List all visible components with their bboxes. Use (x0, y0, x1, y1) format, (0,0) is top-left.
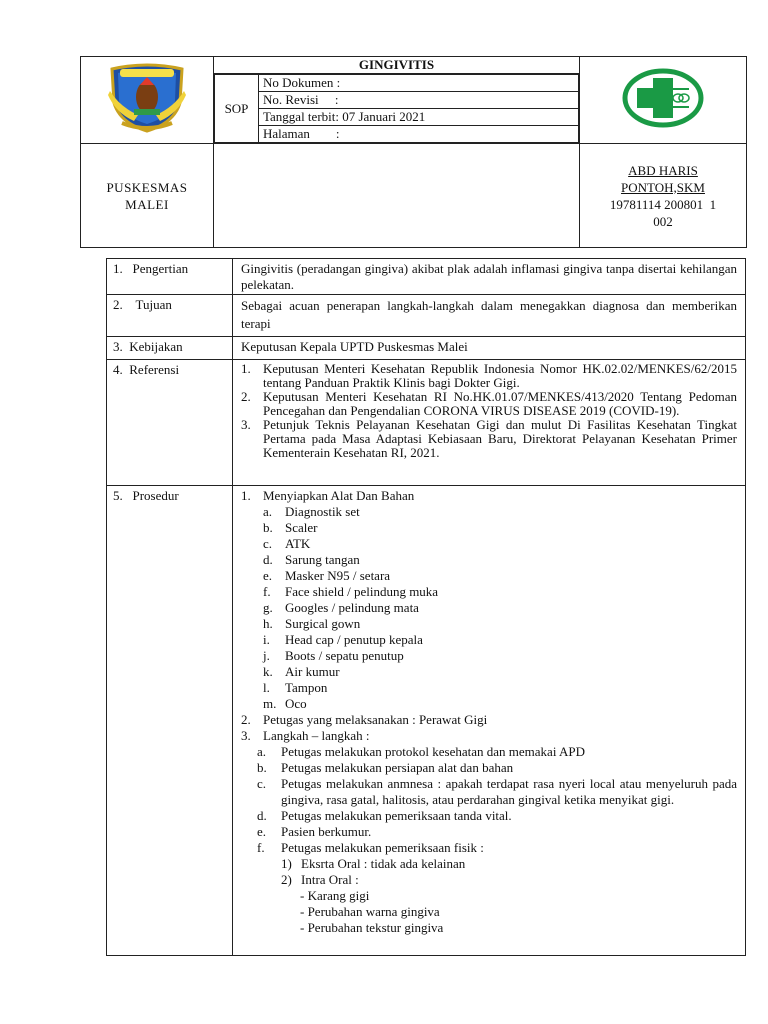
regency-logo-cell (81, 57, 214, 144)
field-no-revisi: No. Revisi : (259, 92, 579, 109)
signer-name-line2: PONTOH,SKM (621, 179, 705, 195)
langkah-list (241, 744, 737, 856)
document-fields (214, 74, 579, 143)
list-item: 3. Langkah – langkah : (241, 728, 370, 743)
document-info-cell (214, 57, 580, 144)
label-prosedur: 5. Prosedur (107, 486, 233, 956)
list-item: - Karang gigi (300, 888, 370, 903)
field-no-dokumen: No Dokumen : (259, 75, 579, 92)
label-kebijakan: 3. Kebijakan (107, 337, 233, 360)
pemeriksaan-fisik-list (241, 856, 737, 888)
label-pengertian: 1. Pengertian (107, 259, 233, 295)
list-item: 3. Petunjuk Teknis Pelayanan Kesehatan Gigi dan mulut Di Fasilitas Kesehatan Tingkat Pertama pada Masa Adaptasi Kebiasaan Baru, Direktorat Pelayanan Kesehatan Primer Kementerain Kesehatan RI, 2021. (241, 417, 737, 460)
list-item: b. Scaler (263, 520, 318, 535)
row-kebijakan (107, 337, 746, 360)
text-kebijakan: Keputusan Kepala UPTD Puskesmas Malei (233, 337, 746, 360)
puskesmas-green-cross-logo (622, 68, 704, 128)
sop-label: SOP (215, 75, 259, 143)
prosedur-step1 (241, 488, 737, 504)
field-tanggal-terbit: Tanggal terbit: 07 Januari 2021 (259, 109, 579, 126)
list-item: j. Boots / sepatu penutup (263, 648, 404, 663)
list-item: f. Face shield / pelindung muka (263, 584, 439, 599)
list-item: e. Pasien berkumur. (257, 824, 372, 839)
prosedur-steps-2-3 (241, 712, 737, 744)
referensi-cell (233, 360, 746, 486)
list-item: 1. Menyiapkan Alat Dan Bahan (241, 488, 415, 503)
list-item: d. Petugas melakukan pemeriksaan tanda vital. (257, 808, 512, 823)
list-item: - Perubahan tekstur gingiva (300, 920, 444, 935)
blank-center-cell (214, 144, 580, 248)
row-referensi (107, 360, 746, 486)
list-item: 2. Petugas yang melaksanakan : Perawat Gigi (241, 712, 488, 727)
intra-oral-list (241, 888, 737, 936)
list-item: a. Petugas melakukan protokol kesehatan dan memakai APD (257, 744, 585, 759)
organization-name-line2: MALEI (125, 196, 169, 212)
alat-bahan-list (241, 504, 737, 712)
row-prosedur (107, 486, 746, 956)
sop-content-table (106, 258, 746, 956)
prosedur-cell (233, 486, 746, 956)
text-tujuan: Sebagai acuan penerapan langkah-langkah dalam menegakkan diagnosa dan memberikan terapi (233, 295, 746, 337)
list-item: f. Petugas melakukan pemeriksaan fisik : (257, 840, 484, 855)
list-item: h. Surgical gown (263, 616, 361, 631)
signer-name-line1: ABD HARIS (628, 162, 698, 178)
signer-cell (580, 144, 747, 248)
list-item: d. Sarung tangan (263, 552, 360, 567)
list-item: 2) Intra Oral : (281, 872, 359, 887)
list-item: 1) Eksrta Oral : tidak ada kelainan (281, 856, 466, 871)
document-title: GINGIVITIS (214, 57, 579, 74)
list-item: b. Petugas melakukan persiapan alat dan bahan (257, 760, 514, 775)
signer-nip-line1: 19781114 200801 1 (609, 196, 717, 212)
field-halaman: Halaman : (259, 126, 579, 143)
list-item: i. Head cap / penutup kepala (263, 632, 423, 647)
referensi-list (241, 362, 737, 460)
regency-crest-logo (104, 63, 190, 133)
list-item: 2. Keputusan Menteri Kesehatan RI No.HK.01.07/MENKES/413/2020 Tentang Pedoman Pencegahan dan Pengendalian CORONA VIRUS DISEASE 2019 (COVID-19). (241, 389, 737, 418)
list-item: 1. Keputusan Menteri Kesehatan Republik Indonesia Nomor HK.02.02/MENKES/62/2015 tentang Panduan Praktik Klinis bagi Dokter Gigi. (241, 361, 737, 390)
list-item: a. Diagnostik set (263, 504, 360, 519)
list-item: e. Masker N95 / setara (263, 568, 391, 583)
organization-cell (81, 144, 214, 248)
list-item: k. Air kumur (263, 664, 340, 679)
list-item: - Perubahan warna gingiva (300, 904, 440, 919)
health-logo-cell (580, 57, 747, 144)
list-item: c. Petugas melakukan anmnesa : apakah terdapat rasa nyeri local atau menyeluruh pada gingiva, rasa gatal, halitosis, atau perdarahan gingival ketika menyikat gigi. (257, 776, 737, 807)
organization-name-line1: PUSKESMAS (106, 179, 188, 195)
text-pengertian: Gingivitis (peradangan gingiva) akibat plak adalah inflamasi gingiva tanpa disertai kehilangan pelekatan. (233, 259, 746, 295)
list-item: c. ATK (263, 536, 311, 551)
label-referensi: 4. Referensi (107, 360, 233, 486)
sop-header-table (80, 56, 747, 248)
list-item: m. Oco (263, 696, 307, 711)
row-pengertian (107, 259, 746, 295)
list-item: l. Tampon (263, 680, 328, 695)
label-tujuan: 2. Tujuan (107, 295, 233, 337)
signer-nip-line2: 002 (653, 213, 673, 229)
list-item: g. Googles / pelindung mata (263, 600, 419, 615)
row-tujuan (107, 295, 746, 337)
